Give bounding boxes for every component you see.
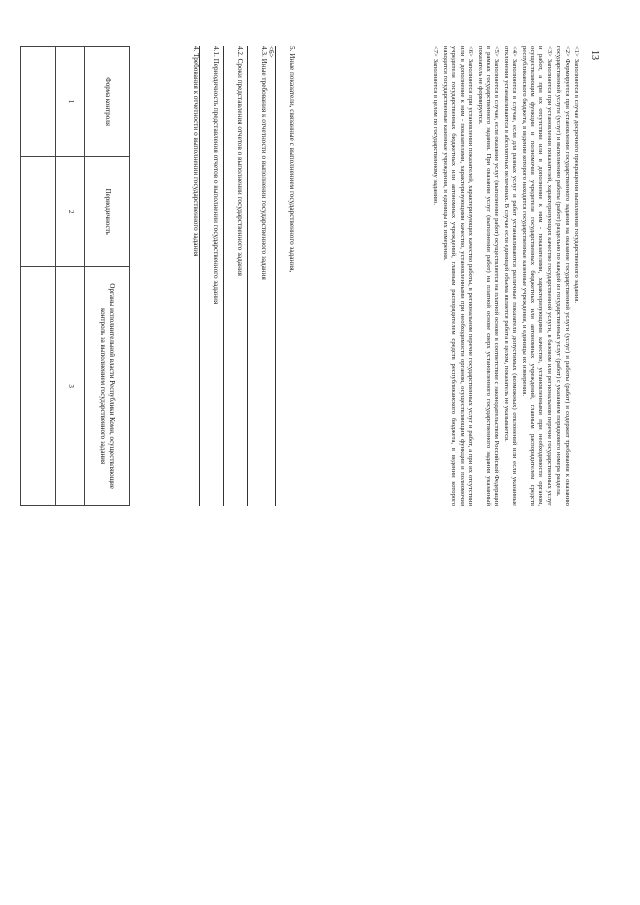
footnote-mark: <7> bbox=[432, 46, 440, 57]
section-4-2-text: 4.2. Сроки представления отчетов о выполнении государственного задания bbox=[236, 46, 244, 276]
table-cell bbox=[21, 47, 56, 157]
table-header-row bbox=[85, 47, 130, 506]
footnote-text: Заполняется при установлении показателей, характеризующих качество государственной услуги, в базовом или региональном перечне государственных услуг и работ, а при их отсутствии или в дополнение к ним - показателями, характеризующими качество, установленными при необходимости органом, осуществляющим функции и полномочия учредителя государственных бюджетных или автономных учреждений, главным распорядителем средств республиканского бюджета, в ведении которого находятся государственные казенные учреждения, и единицы их измерения. bbox=[520, 46, 553, 506]
footnote-mark: <3> bbox=[545, 46, 553, 57]
fill-line bbox=[200, 46, 210, 506]
footnote bbox=[475, 46, 500, 506]
footnote bbox=[431, 46, 439, 506]
footnote-text: Заполняется в целом по государственному заданию. bbox=[432, 58, 440, 205]
footnote bbox=[554, 46, 571, 506]
footnote-text: Формируется при установлении государственного задания на оказание государственной услуги (услуг) и работы (работ) и содержит требования к оказанию государственной услуги (услуг) и выполнению работы (работ) раздельно по каждой из государственных услуг (работ) с указанием порядкового номера раздела. bbox=[555, 46, 571, 506]
section-4-1 bbox=[200, 46, 221, 506]
section-5 bbox=[266, 46, 296, 506]
footnote-mark: <1> bbox=[573, 46, 580, 57]
table-header-cell: Периодичность bbox=[85, 157, 130, 267]
table-cell: 3 bbox=[56, 267, 85, 506]
fill-line bbox=[276, 46, 286, 506]
footnote-text: Заполняется в случае, если оказание услуг (выполнение работ) осуществляется на платной основе в соответствии с законодательством Российской Федерации в рамках государственного задания. При оказании услуг (выполнении работ) на платной основе сверх установленного государственного задания указанный показатель не формируется. bbox=[476, 46, 501, 506]
section-5-text: 5. Иные показатели, связанные с выполнением государственного задания, bbox=[288, 46, 296, 273]
table-cell bbox=[21, 267, 56, 506]
table-cell: 1 bbox=[56, 47, 85, 157]
footnote-mark: <2> bbox=[563, 46, 571, 57]
table-cell: 2 bbox=[56, 157, 85, 267]
section-4-1-text: 4.1. Периодичность представления отчетов о выполнении государственного задания bbox=[212, 46, 220, 305]
table-header-cell: Форма контроля bbox=[85, 47, 130, 157]
footnote bbox=[519, 46, 553, 506]
footnote bbox=[501, 46, 518, 506]
footnote-mark: <6> bbox=[467, 46, 475, 57]
footnote-text: Заполняется в случае досрочного прекращения выполнения государственного задания. bbox=[573, 58, 580, 304]
control-table bbox=[20, 46, 130, 506]
table-row bbox=[21, 47, 56, 506]
table-header-cell: Органы исполнительной власти Республики Коми, осуществляющие контроль за выполнением государственного задания bbox=[85, 267, 130, 506]
fill-line bbox=[248, 46, 258, 506]
fill-line bbox=[224, 46, 234, 506]
section-4-title: 4. Требования к отчетности о выполнении государственного задания bbox=[192, 46, 200, 257]
footnote-text: Заполняется при установлении показателей, характеризующих качество работы, в региональном перечне государственных услуг и работ, а при их отсутствии или в дополнение к ним - показателями, характеризующими качество, установленными при необходимости органом, осуществляющим функции и полномочия учредителя государственных бюджетных или автономных учреждений, главным распорядителем средств республиканского бюджета, в ведении которого находятся государственные казенные учреждения, и единицы их измерения. bbox=[441, 46, 475, 506]
footnotes bbox=[430, 46, 580, 506]
rotated-document-body bbox=[40, 38, 600, 868]
section-4-3 bbox=[248, 46, 269, 506]
footnote bbox=[441, 46, 475, 506]
table-row bbox=[56, 47, 85, 506]
footnote bbox=[572, 46, 580, 506]
footnote-mark: <4> bbox=[511, 46, 519, 57]
page-number: 13 bbox=[589, 50, 600, 60]
section-4-3-text: 4.3. Иные требования к отчетности о выполнении государственного задания bbox=[260, 46, 268, 280]
section-4-2 bbox=[224, 46, 245, 506]
footnote-mark: <5> bbox=[493, 46, 501, 57]
section-5-mark: <6> bbox=[267, 46, 276, 58]
table-cell bbox=[21, 157, 56, 267]
footnote-text: Заполняется в случае, если для разных услуг и работ устанавливаются различные показатели допустимых (возможных) отклонений или если указанные отклонения устанавливаются в абсолютных величинах. В случае если единицей объема является работа в целом, показатель не указывается. bbox=[502, 46, 519, 506]
